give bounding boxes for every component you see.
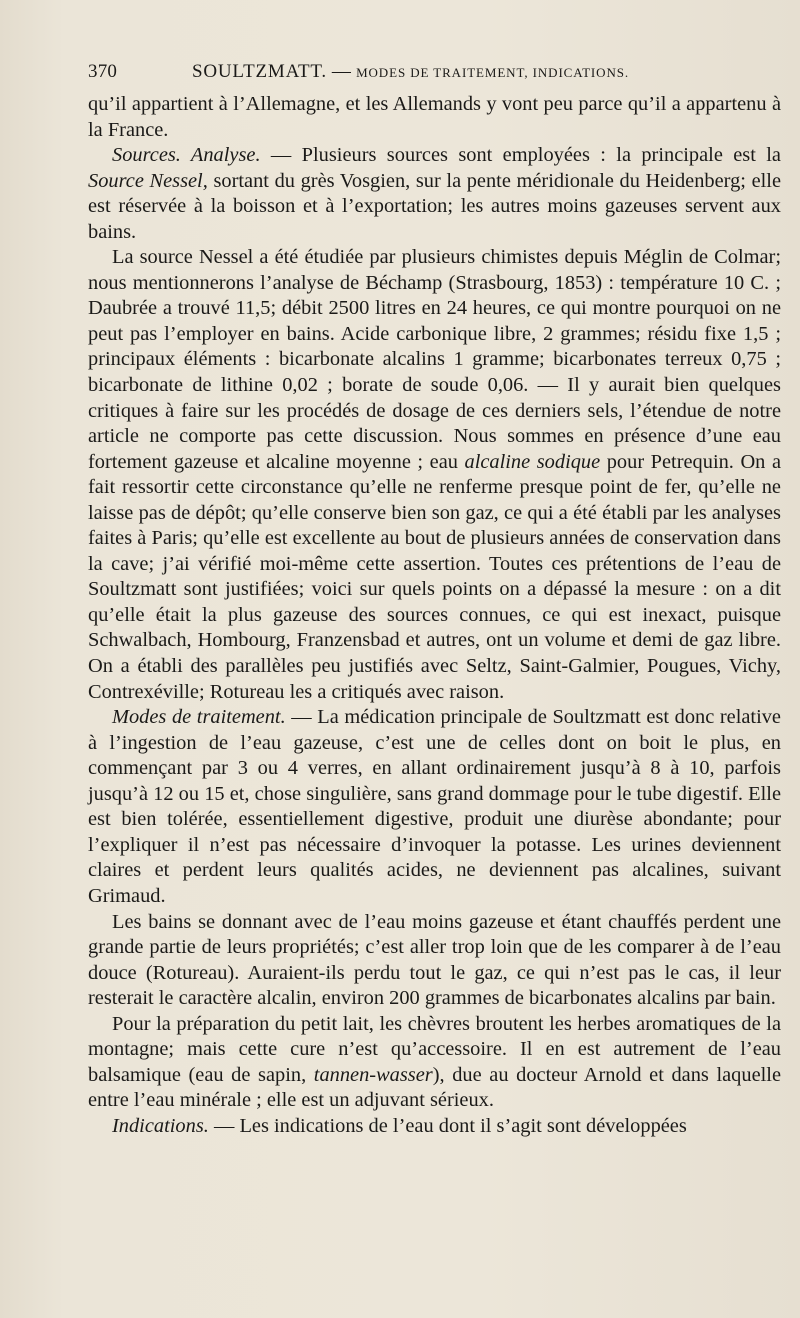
paragraph-text: sortant du grès Vosgien, sur la pente méridionale du Heidenberg; elle est réservée à la boisson et à l’exportation; les autres moins gazeuses servent aux bains. [88,169,782,243]
paragraph-text: — Plusieurs sources sont employées : la principale est la [260,144,781,167]
paragraph-continuation [88,92,781,143]
header-dash: — [331,61,352,82]
italic-term: alcaline sodique [464,450,601,473]
paragraph-sources-analyse [88,143,781,245]
running-head [88,57,778,87]
paragraph-bains [88,910,781,1012]
paragraph-text: — La médication principale de Soultzmatt est donc relative à l’ingestion de l’eau gazeuse, c’est une de celles dont on boit le plus, en commençant par 3 ou 4 verres, en allant ordinairement jusqu’à 8 à 10, parfois jusqu’à 12 ou 15 et, chose singulière, sans grand dommage pour le tube digestif. Elle est bien tolérée, essentiellement digestive, produit une diurèse abondante; pour l’expliquer il n’est pas nécessaire d’invoquer la potasse. Les urines deviennent claires et perdent leurs qualités acides, ne deviennent pas alcalines, suivant Grimaud. [88,706,781,907]
paragraph-text: La source Nessel a été étudiée par plusieurs chimistes depuis Méglin de Colmar; nous mentionnerons l’analyse de Béchamp (Strasbourg, 1853) : température 10 C. ; Daubrée a trouvé 11,5; débit 2500 litres en 24 heures, ce qui montre pourquoi on ne peut pas l’employer en bains. Acide carbonique libre, 2 grammes; résidu fixe 1,5 ; principaux éléments : bicarbonate alcalins 1 gramme; bicarbonates terreux 0,75 ; bicarbonate de lithine 0,02 ; borate de soude 0,06. — Il y aurait bien quelques critiques à faire sur les procédés de dosage de ces derniers sels, l’étendue de notre article ne comporte pas cette discussion. Nous sommes en présence d’une eau fortement gazeuse et alcaline moyenne ; eau [88,246,781,473]
paragraph-text: ), due au docteur Arnold et dans laquelle entre l’eau minérale ; elle est un adjuvant sérieux. [88,1063,781,1112]
section-heading-modes: Modes de traitement. [112,706,286,729]
paragraph-modes-traitement [88,705,781,909]
page-body [88,92,781,1139]
italic-term: tannen-wasser [313,1063,433,1086]
section-heading-indications: Indications. [112,1114,209,1137]
paragraph-indications [88,1114,781,1140]
section-heading-sources: Sources. Analyse. [112,144,261,167]
running-title: SOULTZMATT. [192,61,327,82]
paragraph-text: pour Petrequin. On a fait ressortir cette circonstance qu’elle ne renferme presque point de fer, qu’elle ne laisse pas de dépôt; qu’elle conserve bien son gaz, ce qui a été établi par les analyses faites à Paris; qu’elle est excellente au bout de plusieurs années de conservation dans la cave; j’ai vérifié moi-même cette assertion. Toutes ces prétentions de l’eau de Soultzmatt sont justifiées; voici sur quels points on a dépassé la mesure : on a dit qu’elle était la plus gazeuse des sources connues, ce qui est inexact, puisque Schwalbach, Hombourg, Franzensbad et autres, ont un volume et demi de gaz libre. On a établi des parallèles peu justifiés avec Seltz, Saint-Galmier, Pougues, Vichy, Contrexéville; Rotureau les a critiqués avec raison. [88,450,781,703]
paragraph-petit-lait [88,1012,781,1114]
page-number: 370 [88,61,118,82]
paragraph-text: Les bains se donnant avec de l’eau moins gazeuse et étant chauffés perdent une grande partie de leurs propriétés; c’est aller trop loin que de les comparer à de l’eau douce (Rotureau). Auraient-ils perdu tout le gaz, ce qui n’est pas le cas, il leur resterait le caractère alcalin, environ 200 grammes de bicarbonates alcalins par bain. [88,910,781,1010]
source-name: Source Nessel, [88,169,208,192]
paragraph-analysis-details [88,245,781,705]
section-title: MODES DE TRAITEMENT, INDICATIONS. [356,65,630,80]
paragraph-text: Pour la préparation du petit lait, les chèvres broutent les herbes aromatiques de la montagne; mais cette cure n’est qu’accessoire. Il en est autrement de l’eau balsamique (eau de sapin, [88,1012,781,1086]
paragraph-text: qu’il appartient à l’Allemagne, et les Allemands y vont peu parce qu’il a appartenu à la France. [88,93,781,141]
paragraph-text: — Les indications de l’eau dont il s’agit sont développées [208,1114,687,1137]
